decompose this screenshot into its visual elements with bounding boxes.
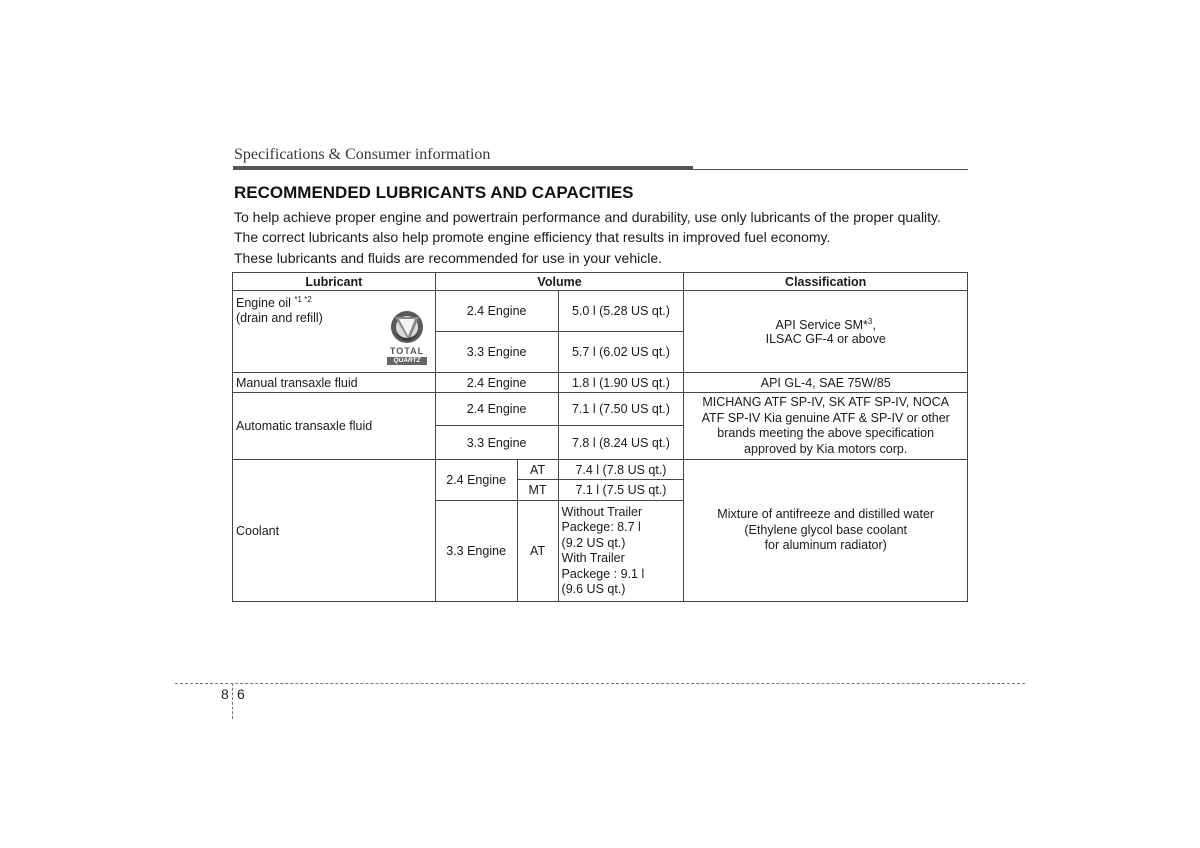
table-row <box>233 393 968 426</box>
page-title: RECOMMENDED LUBRICANTS AND CAPACITIES <box>234 183 634 202</box>
engine-oil-cell <box>233 291 436 373</box>
engine-oil-sub: (drain and refill) <box>236 311 323 326</box>
automatic-class-line2: ATF SP-IV Kia genuine ATF & SP-IV or other <box>701 410 950 425</box>
automatic-volume-24: 7.1 l (7.50 US qt.) <box>558 393 684 426</box>
engine-oil-footnotes: *1 *2 <box>294 295 312 304</box>
footer-divider <box>232 683 233 719</box>
engine-oil-class-line2: ILSAC GF-4 or above <box>765 332 886 347</box>
engine-oil-engine-24: 2.4 Engine <box>435 291 558 332</box>
header-rule-thin <box>693 169 968 170</box>
manual-transaxle-name: Manual transaxle fluid <box>233 373 436 393</box>
manual-transaxle-classification: API GL-4, SAE 75W/85 <box>684 373 968 393</box>
footer-rule <box>175 683 1025 684</box>
coolant-vol33-line6: (9.6 US qt.) <box>561 582 626 596</box>
automatic-classification <box>684 393 968 460</box>
intro-note: These lubricants and fluids are recommended for use in your vehicle. <box>234 250 662 266</box>
coolant-at-volume: 7.4 l (7.8 US qt.) <box>558 460 684 480</box>
coolant-name: Coolant <box>233 460 436 602</box>
engine-oil-name: Engine oil <box>236 296 291 311</box>
coolant-at-label: AT <box>517 460 558 480</box>
manual-transaxle-volume: 1.8 l (1.90 US qt.) <box>558 373 684 393</box>
logo-text-total: TOTAL <box>389 346 425 356</box>
header-rule-thick <box>233 166 693 170</box>
automatic-class-line3: brands meeting the above specification <box>717 426 935 440</box>
coolant-class-line3: for aluminum radiator) <box>764 538 887 553</box>
automatic-volume-33: 7.8 l (8.24 US qt.) <box>558 426 684 460</box>
total-quartz-logo <box>383 307 431 365</box>
table-row <box>233 373 968 393</box>
coolant-vol33-line4: With Trailer <box>561 551 625 565</box>
coolant-vol33-line3: (9.2 US qt.) <box>561 535 626 550</box>
coolant-class-line1: Mixture of antifreeze and distilled water <box>717 507 935 522</box>
header-volume: Volume <box>435 273 684 291</box>
automatic-transaxle-name: Automatic transaxle fluid <box>233 393 436 460</box>
coolant-engine-24: 2.4 Engine <box>435 460 517 501</box>
intro-line-1: To help achieve proper engine and powertrain performance and durability, use only lubricants of the proper quality. <box>234 209 941 225</box>
table-row <box>233 460 968 480</box>
intro-paragraph <box>234 208 974 247</box>
engine-oil-class-sup: 3 <box>867 316 873 326</box>
engine-oil-class-line1: API Service SM* <box>775 318 868 333</box>
logo-text-quartz: QUARTZ <box>387 357 427 365</box>
coolant-vol33-line5: Packege : 9.1 l <box>561 566 645 581</box>
header-classification: Classification <box>684 273 968 291</box>
section-header: Specifications & Consumer information <box>234 146 491 163</box>
table-row <box>233 291 968 332</box>
coolant-engine-33: 3.3 Engine <box>435 501 517 602</box>
table-header-row <box>233 273 968 291</box>
intro-line-2: The correct lubricants also help promote engine efficiency that results in improved fuel economy. <box>234 228 831 245</box>
coolant-mt-label: MT <box>517 480 558 501</box>
lubricants-table <box>232 272 968 602</box>
chapter-number: 8 <box>221 686 229 702</box>
manual-transaxle-engine: 2.4 Engine <box>435 373 558 393</box>
engine-oil-engine-33: 3.3 Engine <box>435 332 558 373</box>
engine-oil-classification <box>684 291 968 373</box>
engine-oil-volume-33: 5.7 l (6.02 US qt.) <box>558 332 684 373</box>
automatic-engine-24: 2.4 Engine <box>435 393 558 426</box>
coolant-vol33-line2: Packege: 8.7 l <box>561 520 641 534</box>
engine-oil-volume-24: 5.0 l (5.28 US qt.) <box>558 291 684 332</box>
engine-oil-class-comma: , <box>872 318 876 333</box>
coolant-mt-volume: 7.1 l (7.5 US qt.) <box>558 480 684 501</box>
automatic-engine-33: 3.3 Engine <box>435 426 558 460</box>
coolant-classification <box>684 460 968 602</box>
coolant-volume-33 <box>558 501 684 602</box>
header-lubricant: Lubricant <box>233 273 436 291</box>
coolant-vol33-line1: Without Trailer <box>561 504 643 519</box>
automatic-class-line1: MICHANG ATF SP-IV, SK ATF SP-IV, NOCA <box>702 395 949 409</box>
page-number: 6 <box>237 686 245 702</box>
coolant-at33-label: AT <box>517 501 558 602</box>
automatic-class-line4: approved by Kia motors corp. <box>744 441 908 456</box>
coolant-class-line2: (Ethylene glycol base coolant <box>744 522 907 537</box>
